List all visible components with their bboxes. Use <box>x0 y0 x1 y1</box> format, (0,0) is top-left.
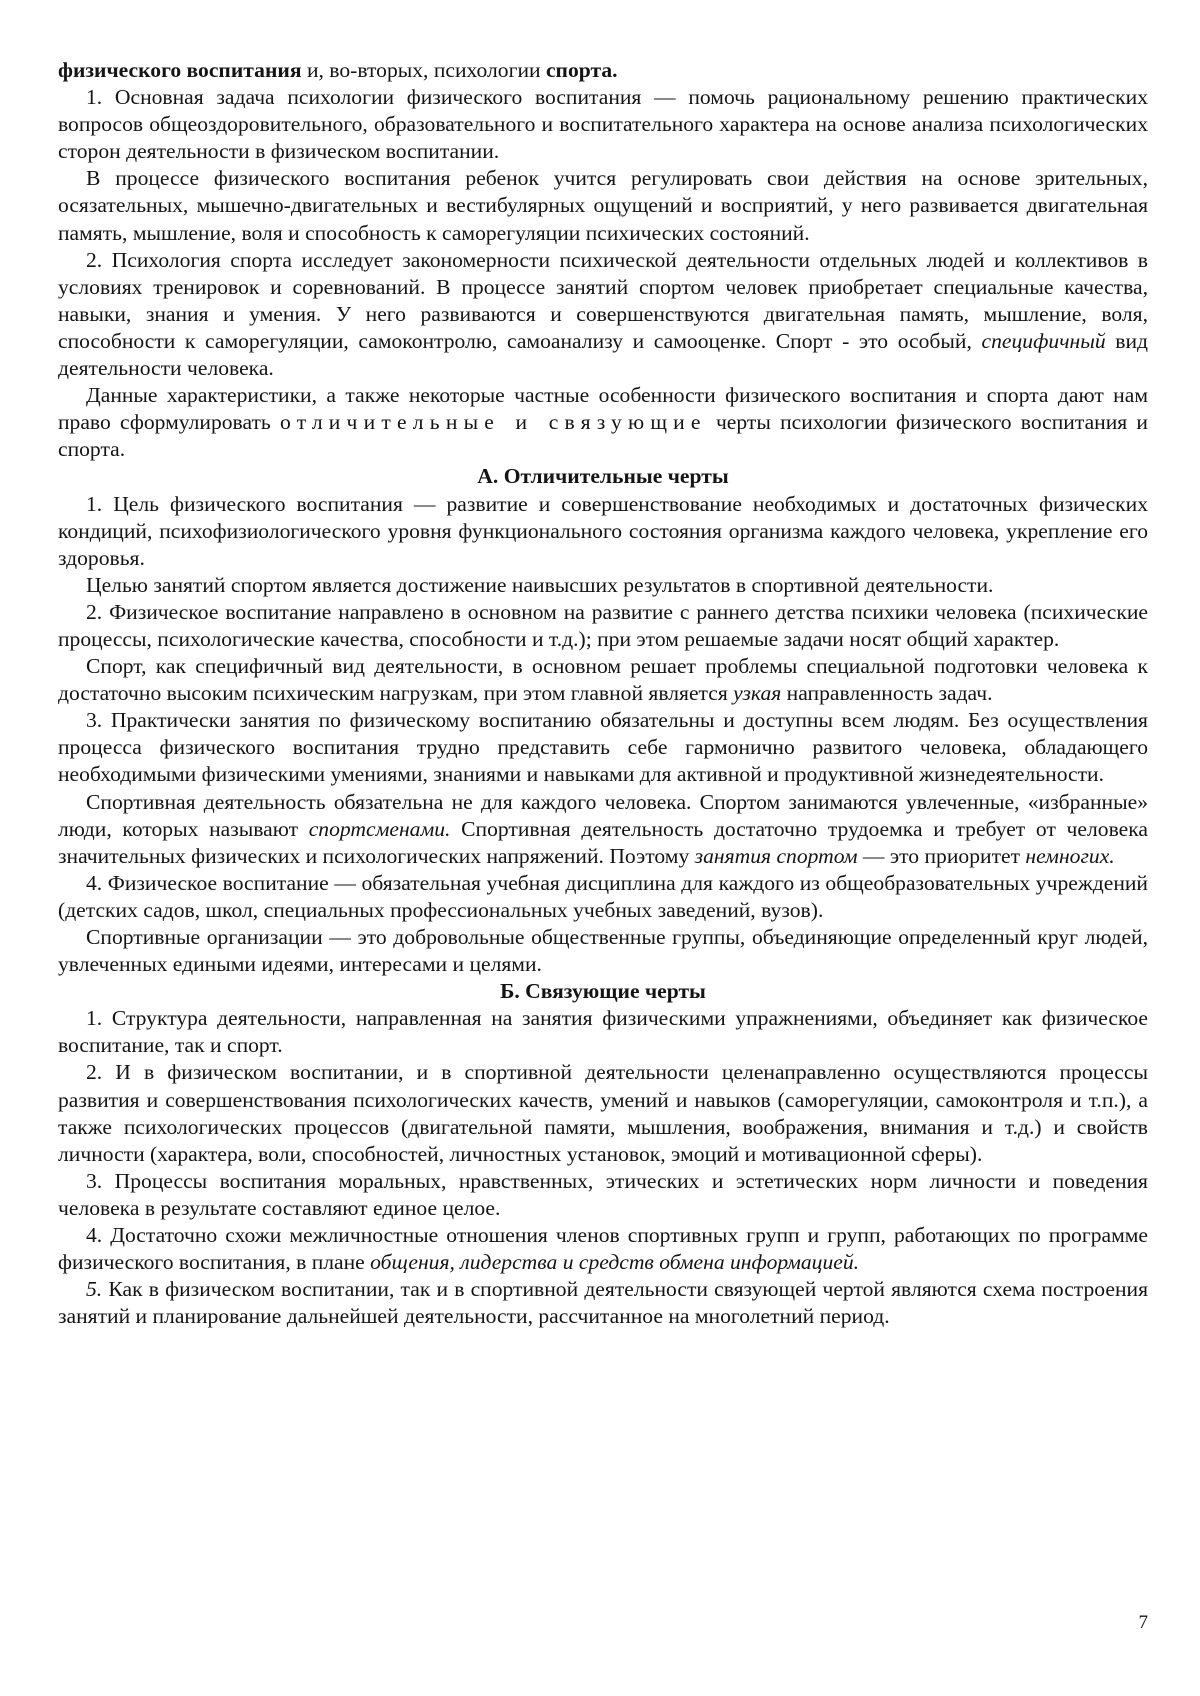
paragraph-a1b: Целью занятий спортом является достижение наивысших результатов в спортивной деятельности. <box>86 572 994 597</box>
paragraph-b2: 2. И в физическом воспитании, и в спортивной деятельности целенаправленно осуществляются процессы развития и совершенствования психологических качеств, умений и навыков (саморегуляции, самоконтроля и т.п.), а также психологических процессов (двигательной памяти, мышления, воображения, внимания и т.д.) и свойств личности (характера, воли, способностей, личностных установок, эмоций и мотивационной сферы). <box>58 1060 1148 1166</box>
section-heading-b: Б. Связующие черты <box>500 979 706 1004</box>
text-run: и, во-вторых, психологии <box>301 58 546 82</box>
text-run: вид деятельности человека. <box>58 328 1148 381</box>
paragraph-b3: 3. Процессы воспитания моральных, нравственных, этических и эстетических норм личности и поведения человека в результате составляют единое целое. <box>58 1168 1148 1220</box>
spaced-term: связующие <box>548 410 707 435</box>
text-run: — это приоритет <box>857 843 1026 868</box>
paragraph-a4: 4. Физическое воспитание — обязательная учебная дисциплина для каждого из общеобразовательных учреждений (детских садов, школ, специальных профессиональных учебных заведений, вузов). <box>58 870 1148 922</box>
paragraph-3 <box>58 247 1148 382</box>
text-run: черты психологии физического воспитания и спорта. <box>58 410 1148 462</box>
section-heading-a: А. Отличительные черты <box>477 464 729 489</box>
paragraph-b1: 1. Структура деятельности, направленная на занятия физическими упражнениями, объединяет как физическое воспитание, так и спорт. <box>58 1006 1148 1058</box>
paragraph-intro-tail <box>58 57 1148 84</box>
paragraph-a4b: Спортивные организации — это добровольные общественные группы, объединяющие определенный круг людей, увлеченных едиными идеями, интересами и целями. <box>58 925 1148 977</box>
italic-term: узкая <box>733 681 782 706</box>
text-run: 4. Достаточно схожи межличностные отношения членов спортивных групп и групп, работающих по программе физического воспитания, в плане <box>58 1223 1148 1275</box>
text-run: Спортивная деятельность обязательна не для каждого человека. Спортом занимаются увлеченные, «избранные» люди, которых называют <box>58 789 1148 841</box>
text-run: направленность задач. <box>781 681 993 706</box>
paragraph-a2b <box>58 653 1148 707</box>
text-run: 2. Психология спорта исследует закономерности психической деятельности отдельных людей и коллективов в условиях тренировок и соревнований. В процессе занятий спортом человек приобретает специальные качества, навыки, знания и умения. У него развиваются и совершенствуются двигательная память, мышление, воля, способности к саморегуляции, самоконтролю, самоанализу и самооценке. Спорт - это особый, <box>58 247 1148 353</box>
bold-term: физического воспитания <box>58 58 302 82</box>
spaced-term: отличительные <box>280 410 501 435</box>
paragraph-a2: 2. Физическое воспитание направлено в основном на развитие с раннего детства психики человека (психические процессы, психологические качества, способности и т.д.); при этом решаемые задачи носят общий характер. <box>58 599 1148 651</box>
text-run: Как в физическом воспитании, так и в спортивной деятельности связующей чертой являются схема построения занятий и планирование дальнейшей деятельности, рассчитанное на многолетний период. <box>58 1277 1148 1329</box>
italic-term: специфичный <box>981 328 1106 353</box>
text-run: и <box>500 410 549 435</box>
italic-term: занятия спортом <box>694 843 858 868</box>
paragraph-a3: 3. Практически занятия по физическому воспитанию обязательны и доступны всем людям. Без осуществления процесса физического воспитания трудно представить себе гармонично развитого человека, обладающего необходимыми физическими умениями, знаниями и навыками для активной и продуктивной жизнедеятельности. <box>58 708 1148 787</box>
text-run: Спорт, как специфичный вид деятельности, в основном решает проблемы специальной подготовки человека к достаточно высоким психическим нагрузкам, при этом главной является <box>58 654 1148 706</box>
paragraph-a1: 1. Цель физического воспитания — развитие и совершенствование необходимых и достаточных физических кондиций, психофизиологического уровня функционального состояния организма каждого человека, укрепление его здоровья. <box>58 491 1148 570</box>
italic-term: спортсменами. <box>308 816 451 841</box>
paragraph-1: 1. Основная задача психологии физического воспитания — помочь рациональному решению практических вопросов общеоздоровительного, образовательного и воспитательного характера на основе анализа психологических сторон деятельности в физическом воспитании. <box>58 85 1148 164</box>
paragraph-4 <box>58 382 1148 463</box>
paragraph-2: В процессе физического воспитания ребенок учится регулировать свои действия на основе зрительных, осязательных, мышечно-двигательных и вестибулярных ощущений и восприятий, у него развивается двигательная память, мышление, воля и способность к саморегуляции психических состояний. <box>58 166 1148 245</box>
italic-number: 5. <box>86 1277 103 1302</box>
italic-term: немногих. <box>1025 843 1115 868</box>
page-number: 7 <box>1138 1612 1148 1633</box>
text-run: Спортивная деятельность достаточно трудоемка и требует от человека значительных физических и психологических напряжений. Поэтому <box>58 816 1148 868</box>
text-run: Данные характеристики, а также некоторые частные особенности физического воспитания и спорта дают нам право сформулировать <box>58 383 1148 435</box>
paragraph-b5 <box>58 1276 1148 1330</box>
bold-term: спорта. <box>545 58 618 82</box>
italic-term: общения, лидерства и средств обмена информацией. <box>370 1250 860 1275</box>
paragraph-b4 <box>58 1222 1148 1276</box>
paragraph-a3b <box>58 789 1148 870</box>
